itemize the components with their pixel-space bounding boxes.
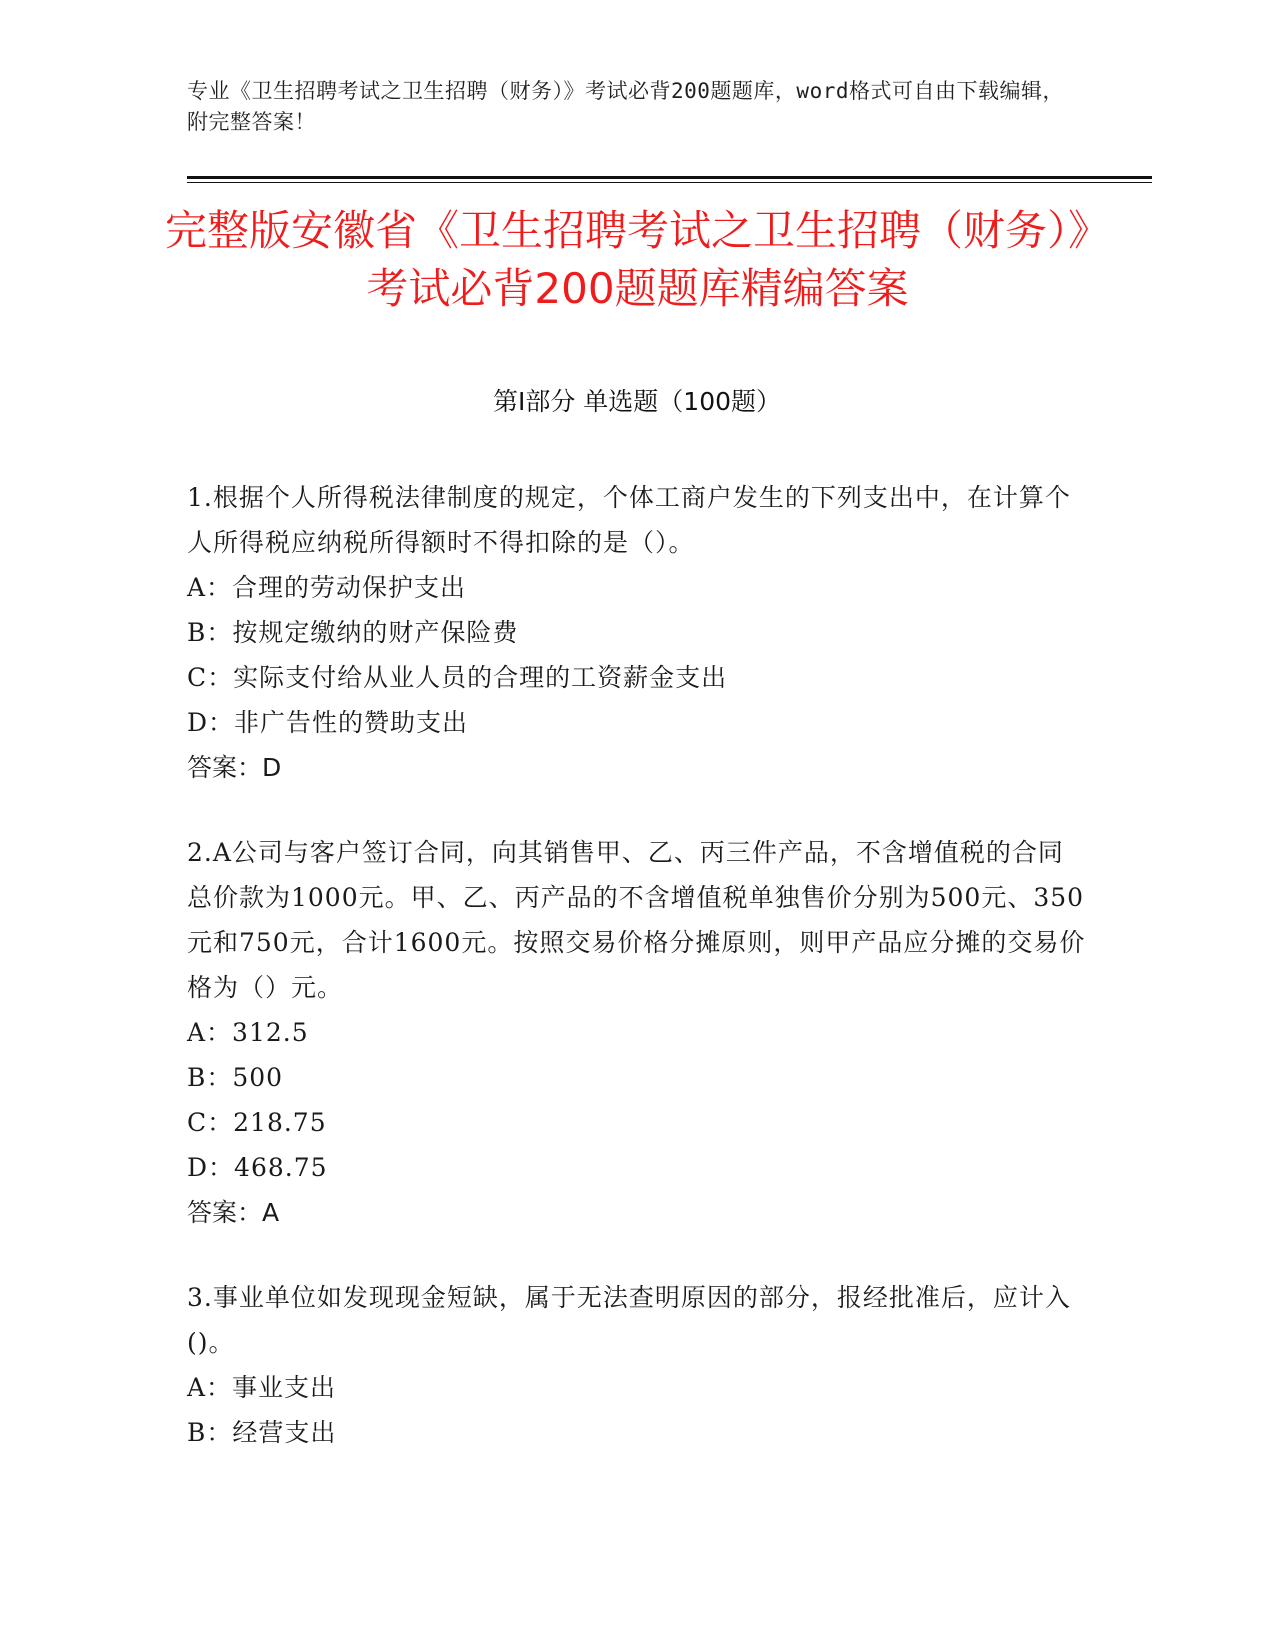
answer: 答案：D xyxy=(187,753,282,782)
option-c: C：218.75 xyxy=(187,1108,327,1137)
question-list xyxy=(187,475,1087,1495)
option-b: B：经营支出 xyxy=(187,1418,337,1447)
question-text: 1.根据个人所得税法律制度的规定，个体工商户发生的下列支出中，在计算个人所得税应纳税所得额时不得扣除的是（）。 xyxy=(187,483,1071,557)
question-1 xyxy=(187,475,1087,790)
option-a: A：合理的劳动保护支出 xyxy=(187,573,467,602)
option-b: B：500 xyxy=(187,1063,284,1092)
option-d: D：非广告性的赞助支出 xyxy=(187,708,469,737)
question-text: 2.A公司与客户签订合同，向其销售甲、乙、丙三件产品，不含增值税的合同总价款为1000元。甲、乙、丙产品的不含增值税单独售价分别为500元、350元和750元，合计1600元。按照交易价格分摊原则，则甲产品应分摊的交易价格为（）元。 xyxy=(187,838,1086,1002)
option-a: A：312.5 xyxy=(187,1018,309,1047)
header-divider-thick xyxy=(187,176,1152,179)
option-b: B：按规定缴纳的财产保险费 xyxy=(187,618,519,647)
question-2 xyxy=(187,830,1087,1235)
option-c: C：实际支付给从业人员的合理的工资薪金支出 xyxy=(187,663,728,692)
option-d: D：468.75 xyxy=(187,1153,328,1182)
section-title: 第I部分 单选题（100题） xyxy=(492,387,782,416)
answer: 答案：A xyxy=(187,1198,280,1227)
header-note: 专业《卫生招聘考试之卫生招聘（财务）》考试必背200题题库，word格式可自由下载编辑，附完整答案！ xyxy=(187,79,1064,134)
header-divider-thin xyxy=(187,182,1152,183)
document-title: 完整版安徽省《卫生招聘考试之卫生招聘（财务）》考试必背200题题库精编答案 xyxy=(164,206,1110,313)
option-a: A：事业支出 xyxy=(187,1373,337,1402)
question-3 xyxy=(187,1275,1087,1455)
question-text: 3.事业单位如发现现金短缺，属于无法查明原因的部分，报经批准后，应计入()。 xyxy=(187,1283,1071,1357)
